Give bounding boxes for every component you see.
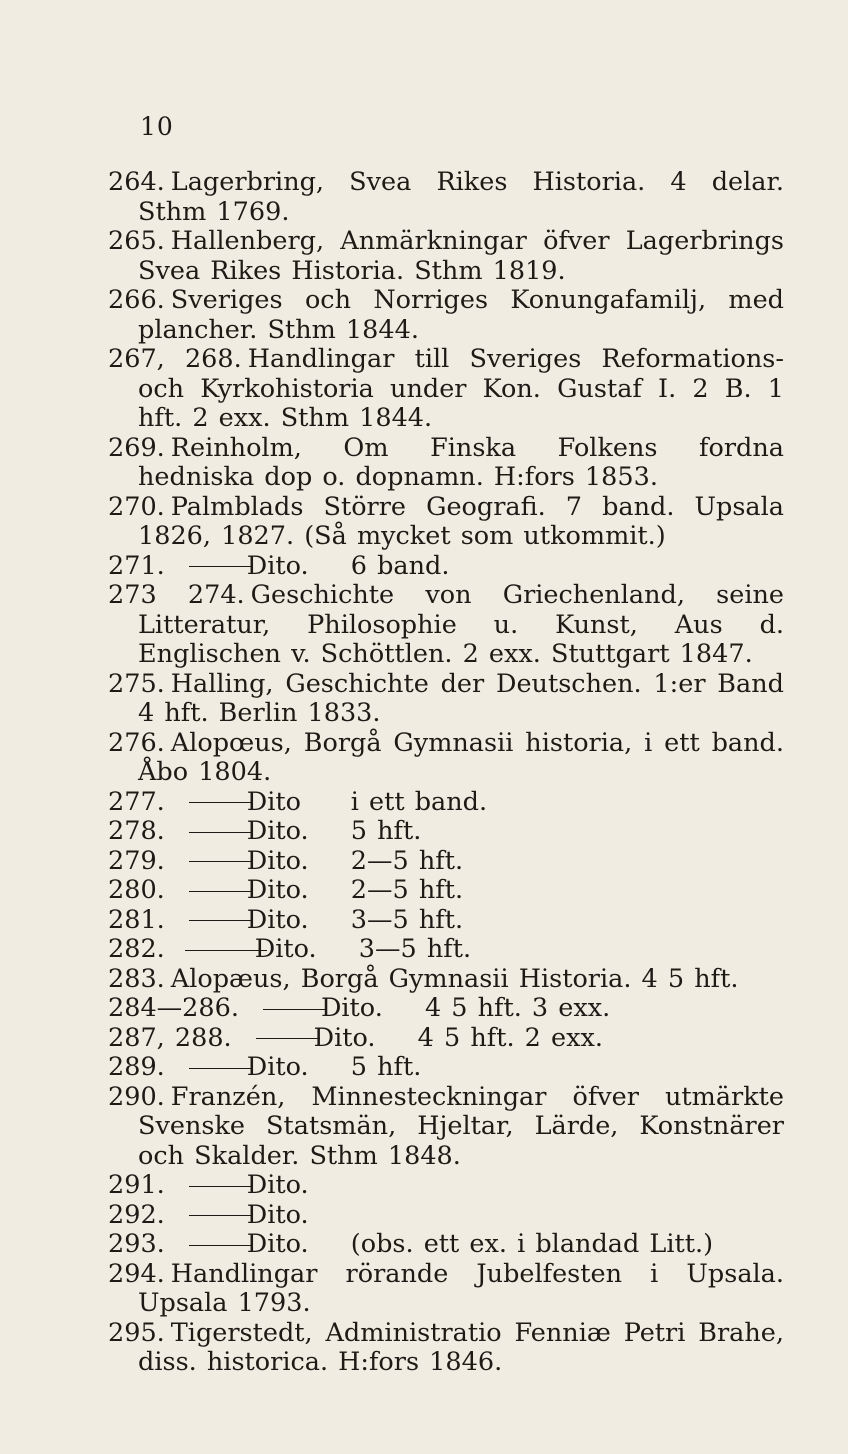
catalogue-entry — [108, 1083, 784, 1172]
entry-dito: Dito. — [246, 550, 309, 581]
entry-number: 265. — [108, 226, 165, 256]
entry-detail: 5 hft. — [350, 816, 422, 846]
catalogue-entry — [108, 434, 784, 493]
entry-dito: Dito. — [246, 1229, 309, 1259]
entry-dito: Dito. — [246, 875, 309, 905]
catalogue-entry — [108, 935, 784, 965]
ditto-dash — [189, 891, 253, 892]
entry-dito: Dito — [246, 786, 301, 817]
entry-dito: Dito. — [320, 993, 383, 1023]
entry-text: Franzén, Minnesteckningar öfver utmärkte Svenske Statsmän, Hjeltar, Lärde, Konstnärer och Skalder. Sthm 1848. — [138, 1081, 784, 1171]
catalogue-entry — [108, 788, 784, 818]
entry-dito: Dito. — [313, 1022, 376, 1053]
entry-number: 277. — [108, 786, 165, 817]
entry-number: 269. — [108, 432, 165, 463]
entry-number: 290. — [108, 1081, 165, 1112]
entry-detail: 6 band. — [350, 550, 450, 581]
entry-text: Alopæus, Borgå Gymnasii Historia. 4 5 hft. — [170, 963, 739, 994]
entry-number: 282. — [108, 934, 165, 964]
catalogue-entry — [108, 1319, 784, 1378]
catalogue-list — [108, 168, 784, 1378]
entry-number: 273 274. — [108, 580, 245, 610]
ditto-dash — [189, 566, 253, 567]
entry-detail: (obs. ett ex. i blandad Litt.) — [350, 1229, 714, 1259]
entry-detail: i ett band. — [350, 786, 488, 817]
ditto-dash — [263, 1009, 327, 1010]
catalogue-entry — [108, 670, 784, 729]
entry-number: 281. — [108, 904, 165, 935]
ditto-dash — [189, 920, 253, 921]
entry-text: Lagerbring, Svea Rikes Historia. 4 delar. Sthm 1769. — [138, 167, 784, 227]
entry-dito: Dito. — [246, 904, 309, 935]
entry-text: Handlingar rörande Jubelfesten i Upsala. Upsala 1793. — [138, 1258, 784, 1318]
entry-detail: 5 hft. — [350, 1052, 422, 1082]
entry-detail: 3—5 hft. — [350, 904, 464, 935]
ditto-dash — [189, 1215, 253, 1216]
entry-dito: Dito. — [246, 1170, 309, 1200]
entry-detail: 2—5 hft. — [350, 845, 464, 876]
entry-number: 276. — [108, 727, 165, 758]
entry-text: Geschichte von Griechenland, seine Litteratur, Philosophie u. Kunst, Aus d. Englischen v. Schöttlen. 2 exx. Stuttgart 1847. — [138, 580, 784, 669]
catalogue-entry — [108, 345, 784, 434]
ditto-dash — [189, 1186, 253, 1187]
entry-number: 294. — [108, 1258, 165, 1289]
entry-text: Handlingar till Sveriges Reformations- och Kyrkohistoria under Kon. Gustaf I. 2 B. 1 hft. 2 exx. Sthm 1844. — [138, 344, 784, 433]
entry-detail: 3—5 hft. — [358, 934, 472, 964]
catalogue-entry — [108, 581, 784, 670]
entry-text: Tigerstedt, Administratio Fenniæ Petri Brahe, diss. historica. H:fors 1846. — [138, 1317, 784, 1377]
entry-number: 289. — [108, 1052, 165, 1082]
entry-detail: 4 5 hft. 3 exx. — [424, 993, 611, 1023]
catalogue-entry — [108, 876, 784, 906]
catalogue-entry — [108, 1024, 784, 1054]
catalogue-entry — [108, 1171, 784, 1201]
entry-number: 287, 288. — [108, 1022, 232, 1053]
catalogue-entry — [108, 1201, 784, 1231]
catalogue-entry — [108, 552, 784, 582]
entry-number: 270. — [108, 491, 165, 522]
entry-number: 278. — [108, 816, 165, 846]
entry-text: Alopœus, Borgå Gymnasii historia, i ett band. Åbo 1804. — [138, 727, 784, 787]
catalogue-entry — [108, 994, 784, 1024]
catalogue-entry — [108, 1260, 784, 1319]
entry-detail: 2—5 hft. — [350, 875, 464, 905]
catalogue-entry — [108, 227, 784, 286]
entry-text: Halling, Geschichte der Deutschen. 1:er Band 4 hft. Berlin 1833. — [138, 668, 784, 728]
entry-text: Reinholm, Om Finska Folkens fordna hedniska dop o. dopnamn. H:fors 1853. — [138, 432, 784, 492]
catalogue-entry — [108, 493, 784, 552]
entry-number: 292. — [108, 1199, 165, 1230]
catalogue-entry — [108, 965, 784, 995]
entry-number: 280. — [108, 875, 165, 905]
ditto-dash — [256, 1038, 320, 1039]
catalogue-entry — [108, 1230, 784, 1260]
entry-number: 266. — [108, 285, 165, 315]
entry-number: 271. — [108, 550, 165, 581]
entry-number: 283. — [108, 963, 165, 994]
entry-number: 264. — [108, 167, 165, 197]
entry-number: 267, 268. — [108, 344, 242, 374]
entry-dito: Dito. — [254, 934, 317, 964]
entry-text: Palmblads Större Geografi. 7 band. Upsala 1826, 1827. (Så mycket som utkommit.) — [138, 491, 784, 551]
entry-text: Sveriges och Norriges Konungafamilj, med plancher. Sthm 1844. — [138, 285, 784, 345]
ditto-dash — [189, 1068, 253, 1069]
catalogue-entry — [108, 847, 784, 877]
page-number: 10 — [140, 112, 174, 141]
entry-detail: 4 5 hft. 2 exx. — [417, 1022, 603, 1053]
ditto-dash — [189, 802, 253, 803]
entry-dito: Dito. — [246, 845, 309, 876]
entry-number: 293. — [108, 1229, 165, 1259]
catalogue-entry — [108, 1053, 784, 1083]
ditto-dash — [189, 861, 253, 862]
entry-dito: Dito. — [246, 1052, 309, 1082]
catalogue-entry — [108, 817, 784, 847]
catalogue-entry — [108, 168, 784, 227]
entry-number: 275. — [108, 668, 165, 699]
ditto-dash — [189, 832, 253, 833]
entry-dito: Dito. — [246, 1199, 309, 1230]
entry-number: 291. — [108, 1170, 165, 1200]
catalogue-entry — [108, 286, 784, 345]
entry-number: 295. — [108, 1317, 165, 1348]
ditto-dash — [189, 1245, 253, 1246]
entry-number: 279. — [108, 845, 165, 876]
entry-dito: Dito. — [246, 816, 309, 846]
entry-number: 284—286. — [108, 993, 239, 1023]
catalogue-entry — [108, 906, 784, 936]
catalogue-entry — [108, 729, 784, 788]
entry-text: Hallenberg, Anmärkningar öfver Lagerbrings Svea Rikes Historia. Sthm 1819. — [138, 226, 784, 286]
